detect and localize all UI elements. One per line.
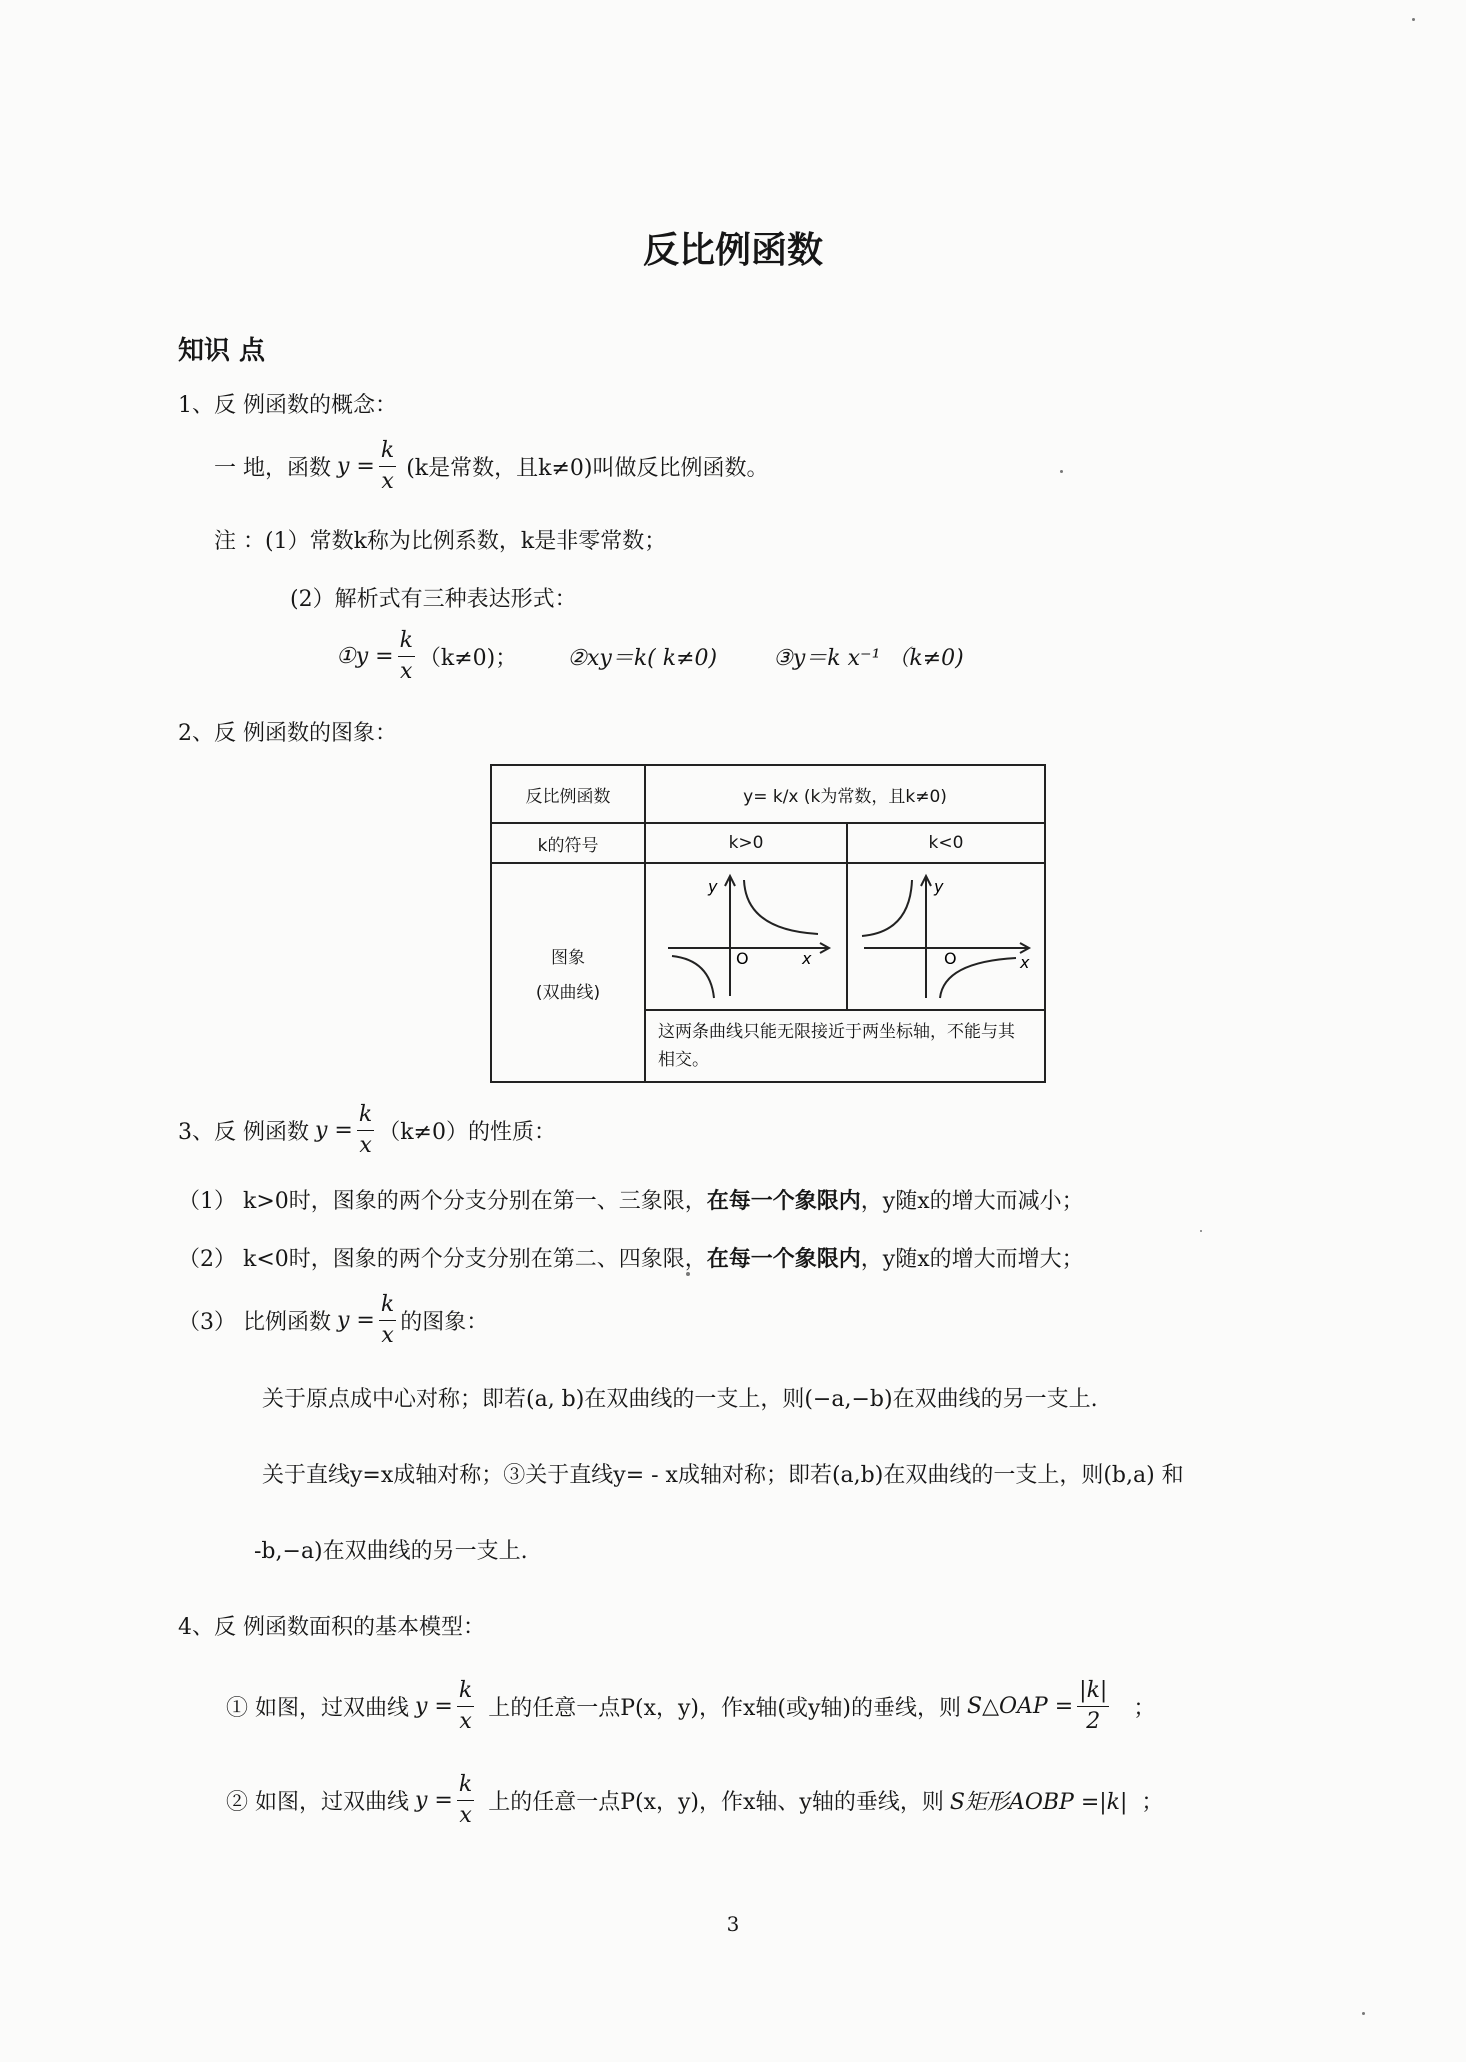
y-equals: y = (337, 1308, 375, 1333)
area-model-2 (226, 1770, 1163, 1831)
form-1-condition: （k≠0)； (418, 646, 518, 671)
item-3-heading (178, 1100, 556, 1161)
scan-speck (1362, 2012, 1365, 2015)
y-equals: y = (415, 1694, 453, 1719)
model-2-mid: 上的任意一点P(x，y)，作x轴、y轴的垂线，则 (488, 1790, 944, 1815)
def-prefix: 一 地，函数 (214, 456, 331, 481)
fraction-k-over-x: $\frac{k}{x}$ (380, 1292, 395, 1348)
symmetry-line-2: 关于直线y=x成轴对称；③关于直线y= - x成轴对称；即若(a,b)在双曲线的一支上，则(b,a) 和 (262, 1463, 1184, 1488)
hyperbola-k-negative-graph (848, 864, 1044, 1004)
item-3-prefix: 3、反 例函数 (178, 1120, 309, 1145)
expression-forms (336, 626, 964, 687)
hyperbola-k-positive-graph (648, 864, 844, 1004)
y-axis-label: y (708, 877, 718, 896)
y-equals: y = (315, 1118, 353, 1143)
model-1-prefix: ① 如图，过双曲线 (226, 1696, 409, 1721)
graph-k-negative-cell (847, 863, 1045, 1010)
property-2: （2） k<0时，图象的两个分支分别在第二、四象限，在每一个象限内，y随x的增大而增大； (178, 1246, 1084, 1272)
graph-label-sub: (双曲线) (535, 982, 601, 1003)
model-2-area: S矩形AOBP =|k| (949, 1790, 1128, 1815)
def-suffix: (k是常数，且k≠0)叫做反比例函数。 (406, 456, 769, 481)
scan-speck (686, 1272, 690, 1276)
function-definition-cell: y= k/x (k为常数，且k≠0) (645, 765, 1045, 823)
symmetry-line-3: -b,−a)在双曲线的另一支上. (254, 1539, 528, 1564)
symmetry-line-1: 关于原点成中心对称；即若(a, b)在双曲线的一支上，则(−a,−b)在双曲线的另一支上. (262, 1387, 1098, 1412)
hyperbola-branch-quadrant-1 (744, 880, 818, 934)
origin-label: O (944, 949, 957, 968)
note-1: 注 ：(1）常数k称为比例系数，k是非零常数； (214, 529, 667, 554)
page-number: 3 (726, 1912, 740, 1936)
row-label-graph (491, 863, 645, 1082)
fraction-k-over-x: $\frac{k}{x}$ (358, 1102, 373, 1158)
scan-speck (1200, 1230, 1202, 1232)
section-heading: 知识 点 (178, 336, 266, 366)
area-model-1 (226, 1676, 1155, 1737)
item-3-suffix: （k≠0）的性质： (378, 1120, 556, 1145)
graph-label: 图象 (551, 947, 586, 968)
scan-speck (1412, 18, 1415, 21)
hyperbola-branch-quadrant-2 (862, 880, 912, 936)
item-1-heading: 1、反 例函数的概念： (178, 393, 397, 418)
property-3-prefix: （3） 比例函数 (178, 1310, 331, 1335)
model-1-area: S△OAP = (967, 1694, 1074, 1719)
form-1: ①y = (336, 644, 394, 669)
form-2: ②xy＝k( k≠0) (567, 646, 718, 671)
y-equals: y = (415, 1788, 453, 1813)
row-label-function: 反比例函数 (491, 765, 645, 823)
y-axis-label: y (934, 877, 944, 896)
property-3-suffix: 的图象： (400, 1310, 489, 1335)
graph-table (490, 764, 1046, 1083)
x-axis-label: x (802, 949, 812, 968)
asymptote-note: 这两条曲线只能无限接近于两坐标轴，不能与其相交。 (645, 1010, 1045, 1082)
y-equals: y = (337, 454, 375, 479)
model-2-prefix: ② 如图，过双曲线 (226, 1790, 409, 1815)
fraction-abs-k-over-2: $\frac{|k|}{2}$ (1079, 1678, 1108, 1734)
k-positive-cell: k>0 (645, 823, 847, 863)
origin-label: O (736, 949, 749, 968)
model-1-end: ； (1133, 1696, 1156, 1721)
property-3 (178, 1290, 488, 1351)
form-3: ③y＝k x⁻¹ （k≠0) (773, 646, 964, 671)
row-label-k-sign: k的符号 (491, 823, 645, 863)
fraction-k-over-x: $\frac{k}{x}$ (458, 1772, 473, 1828)
x-axis-label: x (1020, 953, 1030, 972)
fraction-k-over-x: $\frac{k}{x}$ (458, 1678, 473, 1734)
definition-line (214, 436, 768, 497)
scan-speck (1060, 470, 1063, 473)
page-title: 反比例函数 (642, 230, 823, 271)
model-2-end: ； (1141, 1790, 1164, 1815)
item-4-heading: 4、反 例函数面积的基本模型： (178, 1615, 485, 1640)
note-2: (2）解析式有三种表达形式： (290, 587, 577, 612)
property-1: （1） k>0时，图象的两个分支分别在第一、三象限，在每一个象限内，y随x的增大而减小； (178, 1188, 1084, 1214)
hyperbola-branch-quadrant-3 (672, 956, 714, 998)
fraction-k-over-x: $\frac{k}{x}$ (380, 438, 395, 494)
graph-k-positive-cell (645, 863, 847, 1010)
model-1-mid: 上的任意一点P(x，y)，作x轴(或y轴)的垂线，则 (488, 1696, 962, 1721)
item-2-heading: 2、反 例函数的图象： (178, 721, 397, 746)
fraction-k-over-x: $\frac{k}{x}$ (399, 628, 413, 684)
k-negative-cell: k<0 (847, 823, 1045, 863)
